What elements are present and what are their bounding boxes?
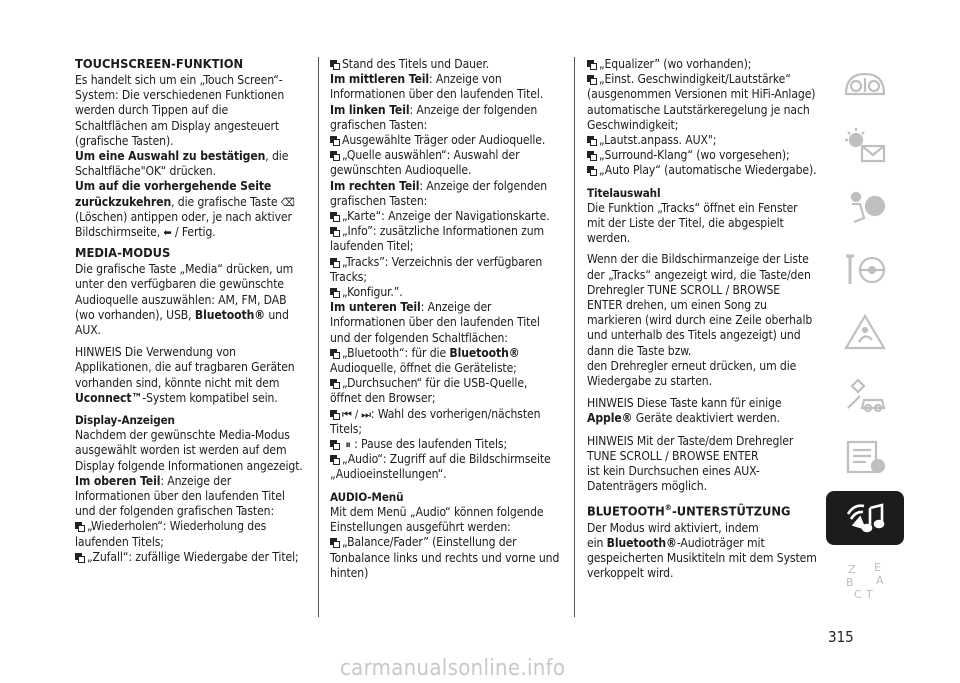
tab-technical-data[interactable] [826, 429, 904, 483]
hinweis2-c: Geräte deaktiviert werden. [632, 411, 780, 426]
item-audio: „Audio“: Zugriff auf die Bildschirmseite „Audioeinstellungen“. [330, 452, 551, 482]
heading-touchscreen: TOUCHSCREEN-FUNKTION [75, 57, 244, 72]
list-item [75, 550, 303, 565]
text-titelauswahl: Die Funktion „Tracks“ öffnet ein Fenster mit der Liste der Titel, die abgespielt werden. [587, 200, 798, 246]
text-rechts [330, 179, 560, 209]
links-rest: : Anzeige der folgenden grafischen Tasten: [330, 102, 538, 132]
bullet-icon [587, 75, 597, 84]
bullet-icon [587, 166, 597, 175]
bullet-icon [330, 60, 340, 69]
car-dashboard-icon [842, 64, 888, 104]
back-rest2: (Löschen) antippen oder, je nach aktiver Bildschirmseite, [75, 209, 292, 240]
bullet-icon [330, 379, 340, 388]
column-right [587, 57, 817, 582]
list-item [587, 57, 817, 72]
list-item [330, 285, 560, 300]
column-middle [330, 57, 560, 581]
bullet-icon [330, 410, 340, 419]
hinweis-aux: ist kein Durchsuchen eines AUX-Datenträgers möglich. [587, 464, 760, 494]
text-links [330, 103, 560, 133]
list-item [330, 376, 560, 406]
hinweis2-apple: Apple® [587, 411, 633, 426]
list-item [330, 57, 560, 72]
item-equalizer: „Equalizer” (wo vorhanden); [599, 57, 752, 71]
item-ausgewaehlt: Ausgewählte Träger oder Audioquelle. [342, 133, 546, 148]
back-arrow-icon: ⬅ [163, 226, 172, 240]
bullet-icon [75, 553, 85, 562]
item-durchsuchen: „Durchsuchen“ für die USB-Quelle, öffnet den Browser; [330, 376, 528, 406]
index-letter: Z [848, 563, 856, 576]
list-item [330, 407, 560, 437]
alphabet-index-icon [842, 560, 888, 600]
page-number: 315 [828, 628, 854, 646]
bullet-icon [330, 538, 340, 547]
item-quelle: „Quelle auswählen“: Auswahl der gewünschten Audioquelle. [330, 148, 520, 178]
index-letter: C [854, 588, 862, 600]
bt2-c: -Audioträger mit gespeicherten Musiktiteln mit dem System verkoppelt wird. [587, 535, 817, 581]
back-bold: Um auf die vorhergehende Seite zurückzukehren [75, 179, 272, 209]
list-item [75, 519, 303, 549]
bullet-icon [330, 288, 340, 297]
item-tracks: „Tracks”: Verzeichnis der verfügbaren Tracks; [330, 254, 543, 284]
item-bt-b: Bluetooth® [449, 345, 520, 360]
tab-multimedia[interactable] [826, 491, 904, 545]
list-item [330, 224, 560, 254]
hinweis1-a: HINWEIS Die Verwendung von Applikationen, die auf tragbaren Geräten vorhanden sind, könnte nicht mit dem [75, 345, 295, 390]
index-letter: T [866, 588, 873, 600]
chapter-sidebar [826, 57, 904, 615]
item-stand: Stand des Titels und Dauer. [342, 57, 490, 71]
column-divider [318, 57, 319, 617]
heading-bt-b: -UNTERSTÜTZUNG [671, 504, 791, 520]
item-balance: „Balance/Fader” (Einstellung der Tonbalance links und rechts und vorne und hinten) [330, 535, 560, 580]
back-rest1: , die grafische Taste [171, 194, 281, 209]
hinweis-tune: HINWEIS Mit der Taste/dem Drehregler TUNE SCROLL / BROWSE ENTER [587, 433, 794, 463]
hinweis-uconnect [75, 345, 303, 406]
text-wenn2: den Drehregler erneut drücken, um die Wiedergabe zu starten. [587, 358, 797, 389]
list-item [330, 209, 560, 224]
service-document-icon [842, 436, 888, 476]
list-item [330, 148, 560, 178]
tab-safety[interactable] [826, 181, 904, 235]
list-item [330, 437, 560, 452]
wrench-steering-icon [842, 250, 888, 290]
hinweis1-c: -System kompatibel sein. [142, 390, 278, 405]
warning-road-icon [842, 312, 888, 352]
list-item [330, 255, 560, 285]
text-confirm [75, 149, 303, 179]
column-divider [574, 57, 575, 617]
text-unten [330, 300, 560, 346]
text-bt1: Der Modus wird aktiviert, indem [587, 520, 759, 535]
bullet-icon [330, 258, 340, 267]
item-pause: : Pause des laufenden Titels; [350, 437, 508, 452]
hinweis2-a: HINWEIS Diese Taste kann für einige [587, 396, 782, 411]
text-media [75, 262, 303, 338]
bullet-icon [330, 440, 340, 449]
tab-index[interactable] [826, 553, 904, 607]
hinweis-apple [587, 396, 817, 426]
text-mitte [330, 72, 560, 102]
item-surround: „Surround-Klang“ (wo vorgesehen); [599, 148, 790, 163]
oben-bold: Im oberen Teil [75, 473, 161, 488]
bullet-icon [587, 136, 597, 145]
item-skip: : Wahl des vorherigen/nächsten Titels; [330, 406, 541, 436]
item-konfig: „Konfigur.”. [342, 285, 403, 300]
multimedia-icon [842, 498, 888, 538]
item-wiederholen: „Wiederholen“: Wiederholung des laufenden Titels; [75, 519, 267, 549]
confirm-rest: , die Schaltfläche"OK“ drücken. [75, 149, 289, 179]
hinweis1-uconnect: Uconnect™ [75, 390, 143, 405]
bullet-icon [75, 522, 85, 531]
unten-rest: : Anzeige der Informationen über den laufenden Titel und der folgenden Schaltflächen: [330, 300, 540, 345]
subheading-display: Display-Anzeigen [75, 413, 175, 428]
bt2-a: ein [587, 535, 607, 550]
column-left [75, 57, 303, 565]
bullet-icon [330, 212, 340, 221]
index-letter: A [876, 574, 884, 587]
sun-envelope-icon [842, 126, 888, 166]
list-item [587, 148, 817, 163]
item-zufall: „Zufall“: zufällige Wiedergabe der Titel; [87, 549, 299, 564]
list-item [587, 133, 817, 148]
index-letter: E [874, 561, 881, 574]
list-item [587, 163, 817, 178]
heading-media: MEDIA-MODUS [75, 246, 171, 262]
bullet-icon [330, 349, 340, 358]
bullet-icon [330, 151, 340, 160]
tab-lights-messages[interactable] [826, 119, 904, 173]
back-rest3: / Fertig. [171, 225, 216, 240]
item-info: „Info”: zusätzliche Informationen zum laufenden Titel; [330, 224, 545, 254]
mitte-bold: Im mittleren Teil [330, 72, 429, 87]
heading-bt-a: BLUETOOTH [587, 504, 665, 520]
text-back [75, 179, 303, 240]
bt2-bluetooth: Bluetooth® [606, 535, 677, 550]
list-item [330, 346, 560, 376]
subheading-titelauswahl: Titelauswahl [587, 185, 661, 200]
tab-maintenance[interactable] [826, 367, 904, 421]
oben-rest: : Anzeige der Informationen über den laufenden Titel und der folgenden grafischen Tasten: [75, 473, 285, 519]
text-bt2 [587, 536, 817, 582]
mitte-rest: : Anzeige von Informationen über den laufenden Titel. [330, 72, 544, 102]
tab-car-dashboard[interactable] [826, 57, 904, 111]
list-item [330, 133, 560, 148]
unten-bold: Im unteren Teil [330, 300, 421, 315]
item-bt-a: „Bluetooth“: für die [342, 345, 450, 360]
heading-bluetooth [587, 500, 817, 520]
text-wenn: Wenn der die Bildschirmanzeige der Liste der „Tracks“ angezeigt wird, die Taste/den Drehregler TUNE SCROLL / BROWSE ENTER drehen, um einen Song zu markieren (wird durch eine Zeile oberhalb und unterhalb des Titels angezeigt) und dann die Taste bzw. [587, 252, 813, 358]
item-bt-c: Audioquelle, öffnet die Geräteliste; [330, 361, 517, 376]
text-touchscreen: Es handelt sich um ein „Touch Screen“-System: Die verschiedenen Funktionen werden durch Tippen auf die Schaltflächen am Display angesteuert (grafische Tasten). [75, 73, 285, 148]
tab-emergency[interactable] [826, 305, 904, 359]
text-display: Nachdem der gewünschte Media-Modus ausgewählt worden ist werden auf dem Display folgende Informationen angezeigt. [75, 428, 303, 473]
text-audio-menu: Mit dem Menü „Audio“ können folgende Einstellungen ausgeführt werden: [330, 504, 544, 535]
bullet-icon [587, 151, 597, 160]
tools-car-icon [842, 374, 888, 414]
media-text1: Die grafische Taste „Media“ drücken, um unter den verfügbaren die gewünschte Audioquelle auszuwählen: AM, FM, DAB (wo vorhanden), USB, [75, 262, 294, 322]
media-bluetooth: Bluetooth® [194, 307, 266, 322]
pause-icon: ⏸ [345, 438, 351, 452]
subheading-audio-menu: AUDIO-Menü [330, 489, 404, 504]
backspace-icon: ⌫ [280, 195, 295, 209]
item-autoplay: „Auto Play“ (automatische Wiedergabe). [599, 163, 817, 178]
skip-prev-next-icon: ⏮ / ⏭ [342, 407, 371, 421]
links-bold: Im linken Teil [330, 102, 410, 117]
watermark: carmanualsonline.info [340, 656, 566, 681]
media-text2: und AUX. [75, 307, 289, 338]
text-oben [75, 474, 303, 520]
rechts-bold: Im rechten Teil [330, 178, 420, 193]
bullet-icon [330, 455, 340, 464]
bullet-icon [330, 136, 340, 145]
tab-starting-driving[interactable] [826, 243, 904, 297]
heading-bt-sup: ® [664, 503, 672, 513]
bullet-icon [330, 227, 340, 236]
index-letter: B [846, 576, 854, 589]
list-item [330, 452, 560, 482]
confirm-bold: Um eine Auswahl zu bestätigen [75, 149, 266, 164]
airbag-icon [842, 188, 888, 228]
item-karte: „Karte“: Anzeige der Navigationskarte. [342, 209, 550, 224]
rechts-rest: : Anzeige der folgenden grafischen Tasten: [330, 178, 548, 208]
bullet-icon [587, 60, 597, 69]
item-geschwindigkeit: „Einst. Geschwindigkeit/Lautstärke“ (ausgenommen Versionen mit HiFi-Anlage) automatische Lautstärkeregelung je nach Geschwindigkeit; [587, 72, 816, 132]
list-item [587, 72, 817, 133]
list-item [330, 535, 560, 581]
item-lautst: „Lautst.anpass. AUX"; [599, 133, 717, 148]
